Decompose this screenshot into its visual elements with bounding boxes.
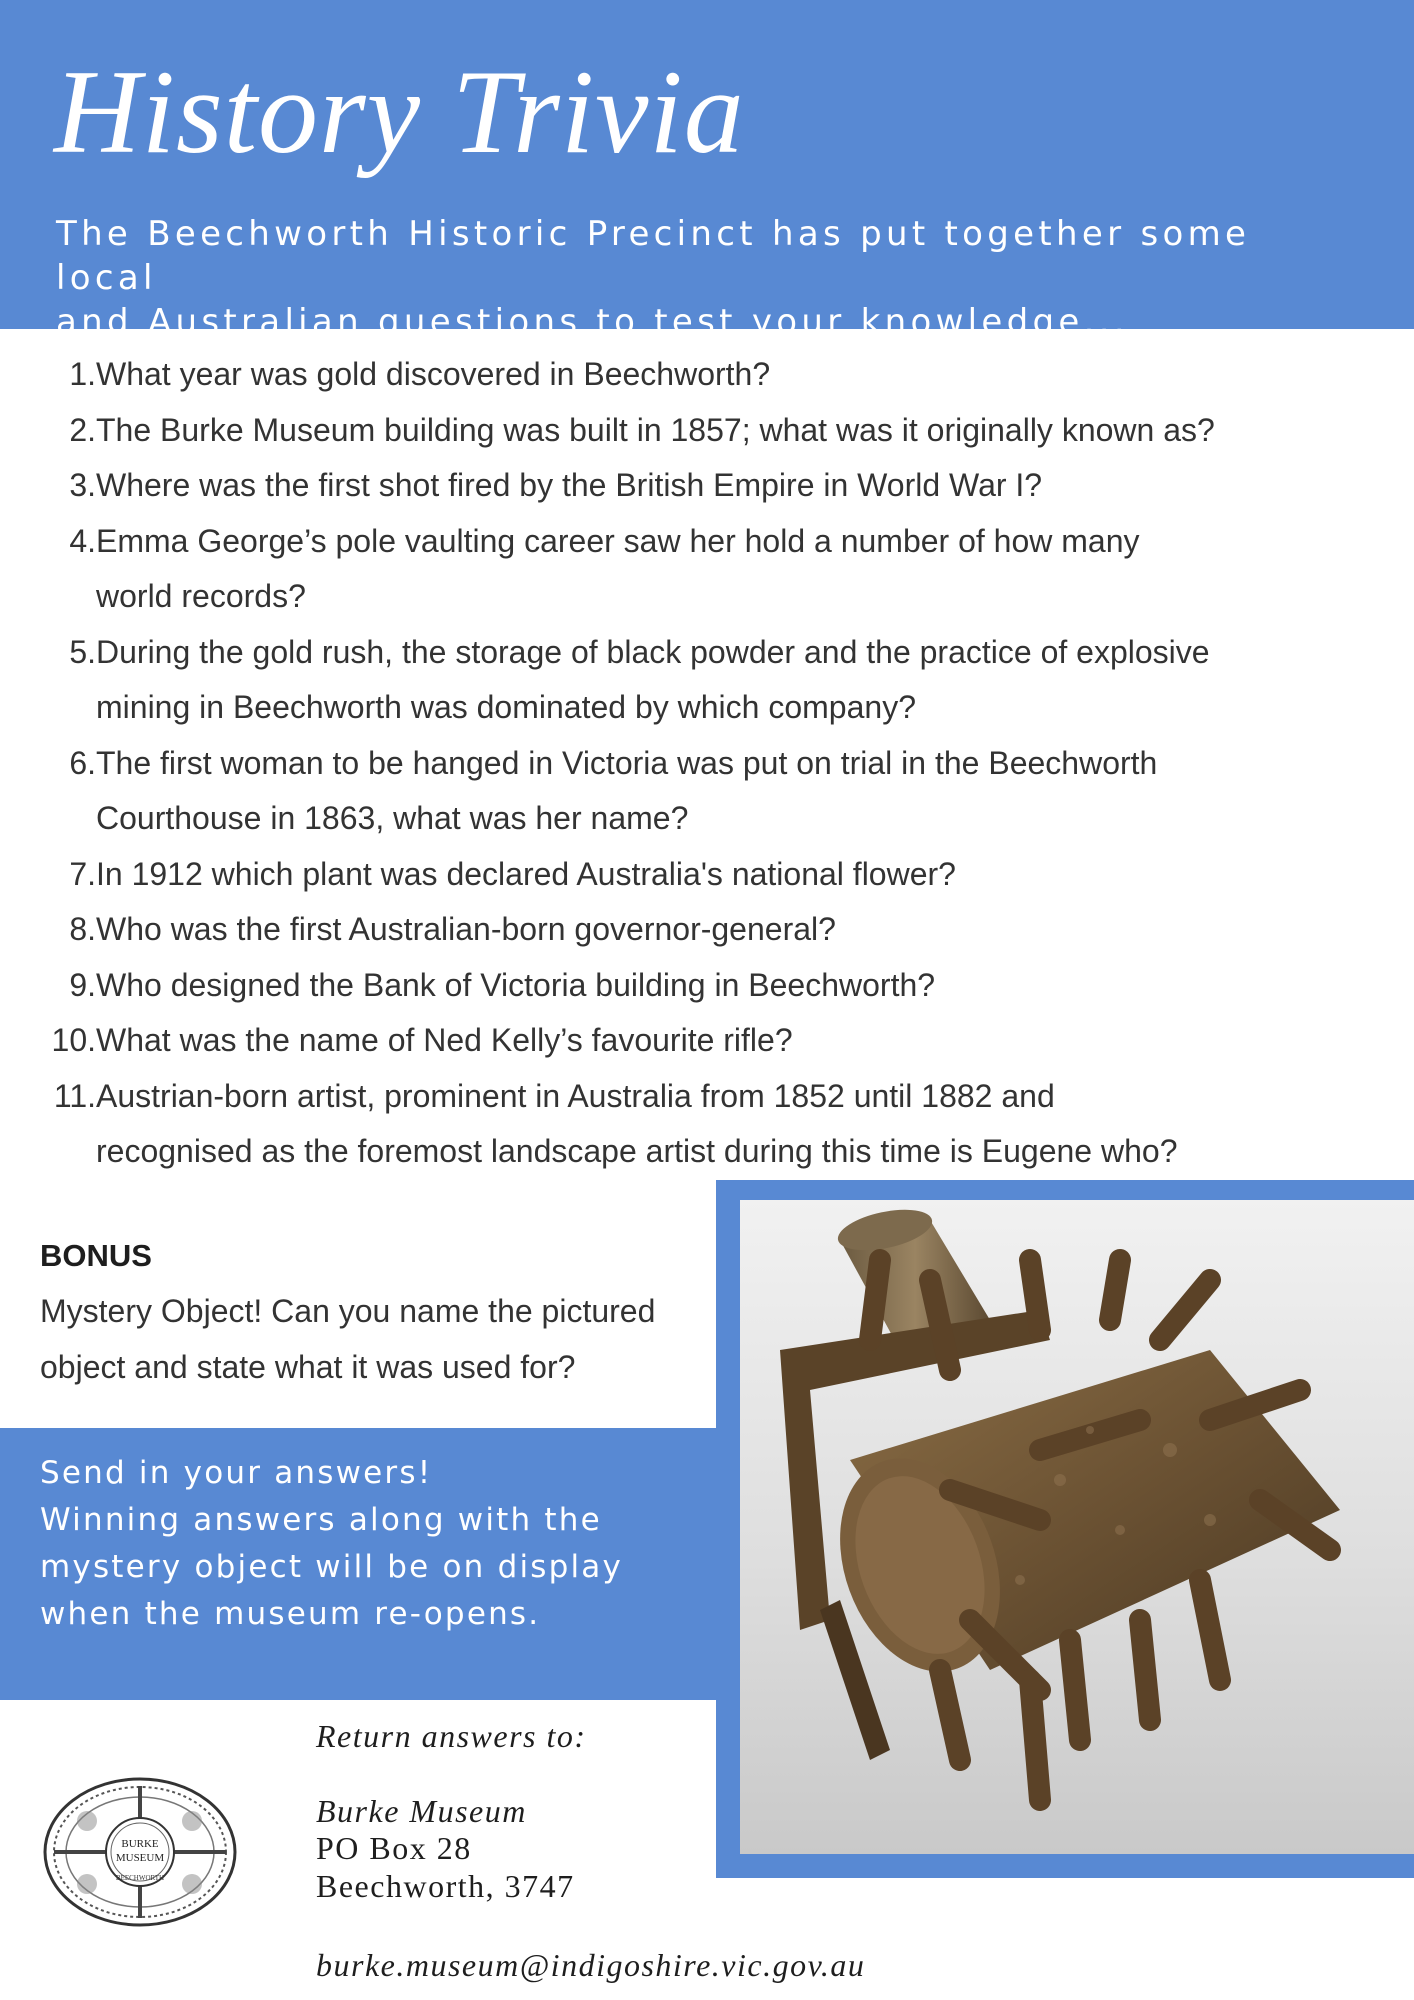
question-text [96, 1013, 1326, 1069]
question-number: 4. [69, 522, 96, 559]
question-number: 1. [69, 356, 96, 392]
question-number: 9. [69, 966, 96, 1003]
mystery-object-photo [740, 1200, 1414, 1854]
logo-line-2: MUSEUM [115, 1852, 165, 1864]
question-item [40, 902, 1380, 958]
question-text [96, 736, 1326, 847]
intro-text [56, 212, 1356, 344]
send-line: Send in your answers! [40, 1455, 433, 1491]
send-answers-box [0, 1428, 716, 1700]
question-line: Austrian-born artist, prominent in Australia from 1852 until 1882 and [96, 1077, 1055, 1114]
question-number: 5. [69, 633, 96, 670]
question-text [96, 347, 1326, 403]
question-line: In 1912 which plant was declared Australia's national flower? [96, 855, 956, 892]
question-text [96, 847, 1326, 903]
question-text [96, 458, 1326, 514]
question-item [40, 347, 1380, 403]
return-town: Beechworth, 3747 [316, 1867, 575, 1904]
question-text [96, 958, 1326, 1014]
return-heading: Return answers to: [316, 1718, 587, 1754]
send-line: mystery object will be on display [40, 1549, 624, 1585]
question-item [40, 958, 1380, 1014]
question-line: recognised as the foremost landscape artist during this time is Eugene who? [96, 1133, 1178, 1169]
question-text [96, 403, 1326, 459]
bonus-line: Mystery Object! Can you name the pictured [40, 1293, 656, 1329]
question-number: 2. [69, 411, 96, 448]
mystery-object-illustration [740, 1200, 1414, 1854]
return-name: Burke Museum [316, 1792, 527, 1829]
question-line: Emma George’s pole vaulting career saw her hold a number of how many [96, 522, 1140, 559]
question-item [40, 1069, 1380, 1180]
question-number: 3. [69, 467, 96, 503]
intro-line: The Beechworth Historic Precinct has put together some local [56, 214, 1251, 298]
museum-seal-icon [42, 1776, 238, 1928]
question-line: Courthouse in 1863, what was her name? [96, 800, 689, 836]
question-text [96, 514, 1326, 625]
header-banner [0, 0, 1414, 342]
question-text [96, 625, 1326, 736]
bonus-section [40, 1228, 700, 1395]
question-item [40, 514, 1380, 625]
intro-line: and Australian questions to test your knowledge... [56, 302, 1129, 342]
question-line: The Burke Museum building was built in 1857; what was it originally known as? [96, 411, 1215, 448]
question-item [40, 458, 1380, 514]
page-title: History Trivia [54, 45, 745, 178]
question-line: mining in Beechworth was dominated by which company? [96, 689, 916, 725]
send-answers-text [40, 1450, 623, 1638]
question-text [96, 902, 1326, 958]
question-number: 6. [69, 744, 96, 781]
question-line: Who designed the Bank of Victoria building in Beechworth? [96, 966, 936, 1003]
question-line: The first woman to be hanged in Victoria was put on trial in the Beechworth [96, 744, 1158, 781]
bonus-line: object and state what it was used for? [40, 1348, 576, 1385]
return-email[interactable]: burke.museum@indigoshire.vic.gov.au [316, 1947, 866, 1983]
send-line: Winning answers along with the [40, 1502, 602, 1538]
question-item [40, 847, 1380, 903]
bonus-heading: BONUS [40, 1238, 152, 1273]
question-line: What year was gold discovered in Beechworth? [96, 356, 771, 392]
question-list [40, 347, 1380, 1180]
question-line: world records? [96, 578, 306, 614]
question-line: Where was the first shot fired by the British Empire in World War I? [96, 467, 1043, 503]
return-address [316, 1718, 587, 1905]
question-number: 7. [69, 855, 96, 892]
question-line: During the gold rush, the storage of black powder and the practice of explosive [96, 633, 1210, 670]
send-line: when the museum re-opens. [40, 1596, 541, 1632]
return-po-box: PO Box 28 [316, 1830, 472, 1866]
question-text [96, 1069, 1326, 1180]
question-line: What was the name of Ned Kelly’s favourite rifle? [96, 1022, 793, 1058]
logo-ring-text: BEECHWORTH [115, 1874, 165, 1882]
question-number: 10. [51, 1022, 96, 1058]
question-item [40, 736, 1380, 847]
question-item [40, 403, 1380, 459]
burke-museum-logo [42, 1776, 238, 1928]
logo-line-1: BURKE [121, 1838, 159, 1850]
question-line: Who was the first Australian-born governor-general? [96, 911, 836, 947]
question-item [40, 1013, 1380, 1069]
question-number: 11. [53, 1077, 96, 1114]
photo-frame [716, 1180, 1414, 1878]
question-item [40, 625, 1380, 736]
question-number: 8. [69, 911, 96, 947]
